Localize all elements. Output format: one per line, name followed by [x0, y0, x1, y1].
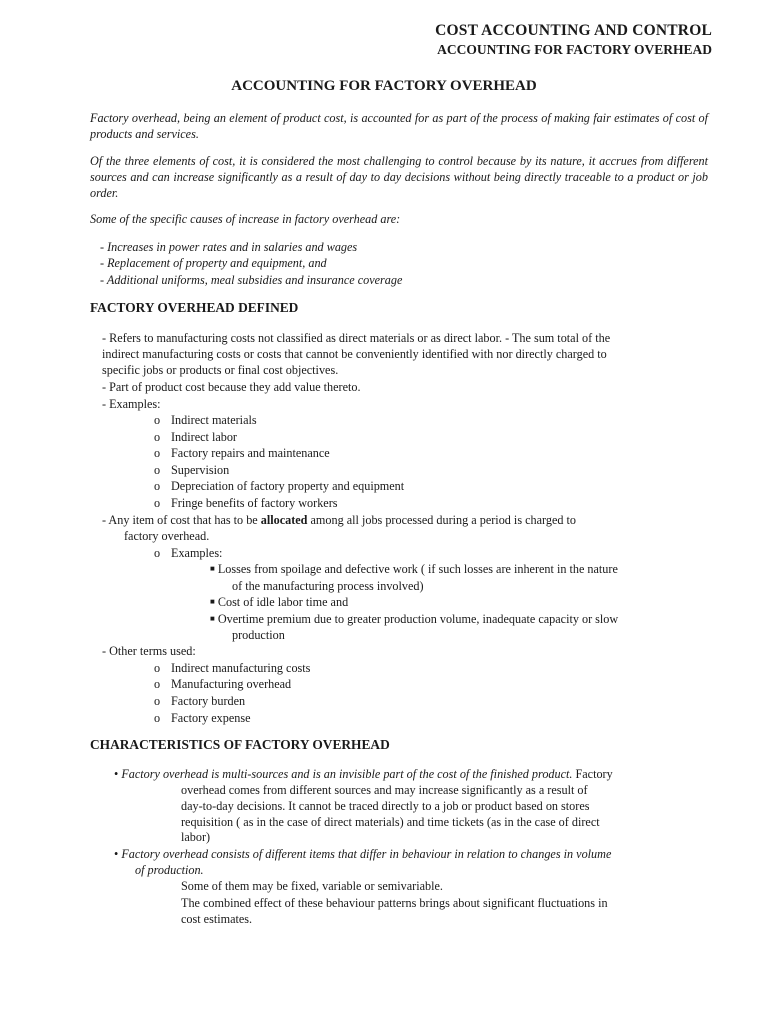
characteristic-2-line: The combined effect of these behaviour patterns brings about significant fluctuations in [181, 896, 608, 910]
list-item: ■ Cost of idle labor time and [210, 595, 349, 609]
refers-line: indirect manufacturing costs or costs that cannot be conveniently identified with nor directly charged to [102, 347, 607, 361]
characteristic-2-line: Some of them may be fixed, variable or semivariable. [181, 879, 443, 893]
list-item: - Replacement of property and equipment, and [100, 256, 327, 271]
circle-bullet-icon: o [154, 711, 161, 725]
part-of-cost-line: - Part of product cost because they add value thereto. [102, 380, 361, 394]
list-item: o Manufacturing overhead [154, 677, 292, 691]
page-title: ACCOUNTING FOR FACTORY OVERHEAD [231, 78, 537, 94]
circle-bullet-icon: o [154, 430, 161, 444]
characteristic-1-line: labor) [181, 830, 211, 844]
list-item: o Fringe benefits of factory workers [154, 496, 338, 510]
characteristic-2-line: cost estimates. [181, 912, 253, 926]
list-item: ■ Overtime premium due to greater production volume, inadequate capacity or slow [210, 612, 619, 626]
list-item: o Factory repairs and maintenance [154, 446, 330, 460]
characteristic-1-line: requisition ( as in the case of direct materials) and time tickets (as in the case of direct [181, 815, 600, 829]
circle-bullet-icon: o [154, 546, 161, 560]
circle-bullet-icon: o [154, 694, 161, 708]
characteristic-1-line: day-to-day decisions. It cannot be traced directly to a job or product based on stores [181, 799, 590, 813]
section-heading-defined: FACTORY OVERHEAD DEFINED [90, 300, 299, 315]
list-item: o Depreciation of factory property and equipment [154, 479, 405, 493]
list-item: o Indirect labor [154, 430, 237, 444]
header-course-title: COST ACCOUNTING AND CONTROL [435, 22, 712, 39]
header-topic-title: ACCOUNTING FOR FACTORY OVERHEAD [437, 42, 712, 57]
dot-bullet-icon: • [114, 767, 119, 781]
square-bullet-icon: ■ [210, 597, 215, 606]
list-item: o Indirect manufacturing costs [154, 661, 311, 675]
list-item: o Factory expense [154, 711, 251, 725]
allocated-continuation: factory overhead. [124, 529, 210, 543]
examples-label: - Examples: [102, 397, 161, 411]
allocated-emphasis: allocated [260, 513, 308, 527]
circle-bullet-icon: o [154, 496, 161, 510]
list-item: - Additional uniforms, meal subsidies and insurance coverage [100, 272, 403, 287]
characteristic-2-first-line: • Factory overhead consists of different items that differ in behaviour in relation to changes in volume [114, 847, 612, 861]
section-heading-characteristics: CHARACTERISTICS OF FACTORY OVERHEAD [90, 737, 390, 752]
refers-line: specific jobs or products or final cost objectives. [102, 363, 339, 377]
characteristic-1-first-line: • Factory overhead is multi-sources and is an invisible part of the cost of the finished product. Factory [114, 767, 613, 781]
circle-bullet-icon: o [154, 479, 161, 493]
circle-bullet-icon: o [154, 463, 161, 477]
refers-line: - Refers to manufacturing costs not classified as direct materials or as direct labor. - The sum total of the [102, 331, 611, 345]
allocated-line: - Any item of cost that has to be allocated among all jobs processed during a period is charged to [102, 513, 576, 527]
characteristic-2-italic-line: of production. [135, 863, 204, 877]
intro-paragraph-2: Of the three elements of cost, it is considered the most challenging to control because by its nature, it accrues from different sources and can increase significantly as a result of day to day decisions without being directly traceable to a product or job order. [90, 154, 708, 200]
circle-bullet-icon: o [154, 677, 161, 691]
list-item: ■ Losses from spoilage and defective work ( if such losses are inherent in the nature [210, 562, 618, 576]
list-item: - Increases in power rates and in salaries and wages [100, 240, 358, 254]
list-item: o Indirect materials [154, 413, 257, 427]
characteristic-1-line: overhead comes from different sources and may increase significantly as a result of [181, 783, 588, 797]
circle-bullet-icon: o [154, 413, 161, 427]
causes-list [100, 239, 660, 288]
circle-bullet-icon: o [154, 661, 161, 675]
other-terms-label: - Other terms used: [102, 644, 196, 658]
square-bullet-icon: ■ [210, 614, 215, 623]
list-item: o Factory burden [154, 694, 246, 708]
list-item-continuation: of the manufacturing process involved) [232, 579, 424, 593]
intro-paragraph-1: Factory overhead, being an element of product cost, is accounted for as part of the process of making fair estimates of cost of products and services. [90, 111, 708, 141]
list-item: o Supervision [154, 463, 230, 477]
intro-paragraph-3: Some of the specific causes of increase in factory overhead are: [90, 212, 401, 226]
square-bullet-icon: ■ [210, 564, 215, 573]
sub-examples-label: o Examples: [154, 546, 223, 560]
dot-bullet-icon: • [114, 847, 119, 861]
list-item-continuation: production [232, 628, 285, 642]
circle-bullet-icon: o [154, 446, 161, 460]
